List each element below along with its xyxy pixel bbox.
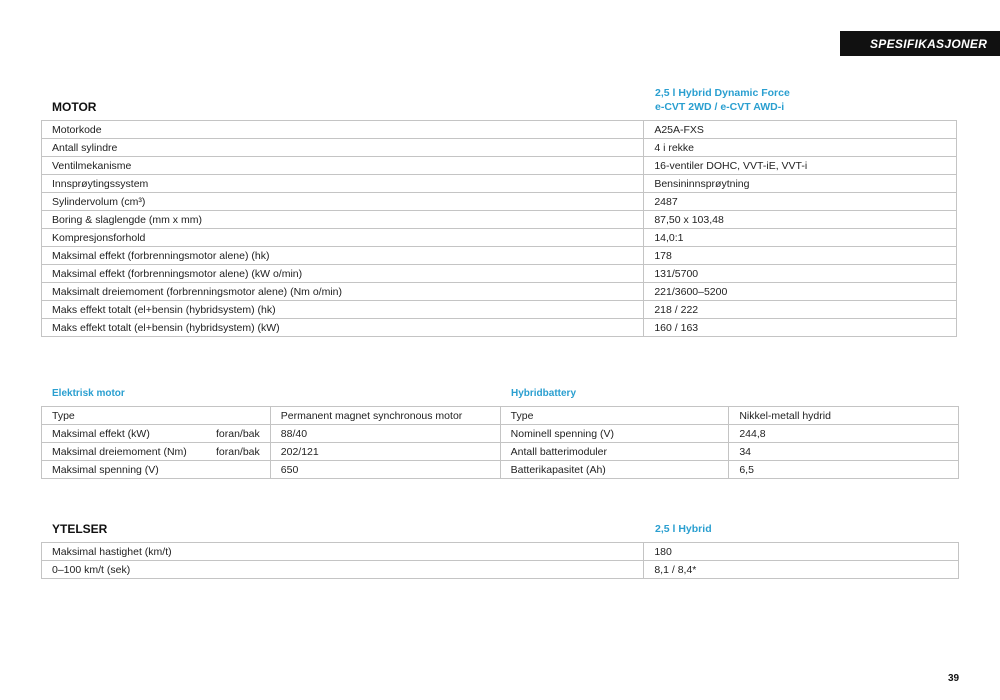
table-row — [42, 425, 959, 443]
electric-motor-value: 650 — [270, 461, 500, 479]
table-row — [42, 157, 957, 175]
battery-value: 244,8 — [729, 425, 959, 443]
table-row — [42, 265, 957, 283]
spec-label: Innsprøytingssystem — [42, 175, 644, 193]
motor-column-heading-line2: e-CVT 2WD / e-CVT AWD-i — [655, 101, 785, 113]
motor-column-heading-line1: 2,5 l Hybrid Dynamic Force — [655, 87, 790, 99]
battery-label: Type — [500, 407, 729, 425]
section-tab-specifications: SPESIFIKASJONER — [840, 31, 1000, 56]
spec-label: Maksimal hastighet (km/t) — [42, 543, 644, 561]
spec-label: Maksimal effekt (forbrenningsmotor alene) (hk) — [42, 247, 644, 265]
battery-value: 34 — [729, 443, 959, 461]
electric-motor-value: 202/121 — [270, 443, 500, 461]
table-row — [42, 175, 957, 193]
battery-value: Nikkel-metall hydrid — [729, 407, 959, 425]
spec-label: Kompresjonsforhold — [42, 229, 644, 247]
motor-spec-table — [41, 120, 957, 337]
electric-motor-label-text: Maksimal dreiemoment (Nm) — [52, 445, 187, 458]
electric-motor-title: Elektrisk motor — [52, 388, 125, 399]
table-row — [42, 461, 959, 479]
spec-label: Ventilmekanisme — [42, 157, 644, 175]
electric-motor-label-text: Maksimal effekt (kW) — [52, 427, 150, 440]
table-row — [42, 407, 959, 425]
table-row — [42, 139, 957, 157]
battery-value: 6,5 — [729, 461, 959, 479]
electric-motor-sub-label: foran/bak — [215, 427, 260, 440]
performance-column-heading: 2,5 l Hybrid — [655, 523, 712, 535]
table-row — [42, 211, 957, 229]
spec-label: 0–100 km/t (sek) — [42, 561, 644, 579]
battery-label: Antall batterimoduler — [500, 443, 729, 461]
electric-motor-label — [42, 443, 271, 461]
motor-column-heading — [655, 86, 790, 114]
battery-label: Batterikapasitet (Ah) — [500, 461, 729, 479]
battery-label: Nominell spenning (V) — [500, 425, 729, 443]
spec-value: A25A-FXS — [644, 121, 957, 139]
spec-label: Maksimal effekt (forbrenningsmotor alene) (kW o/min) — [42, 265, 644, 283]
table-row — [42, 561, 959, 579]
spec-value: 178 — [644, 247, 957, 265]
table-row — [42, 543, 959, 561]
electric-motor-label — [42, 425, 271, 443]
spec-label: Antall sylindre — [42, 139, 644, 157]
spec-value: 14,0:1 — [644, 229, 957, 247]
spec-value: 87,50 x 103,48 — [644, 211, 957, 229]
electric-motor-label-text: Type — [52, 409, 75, 422]
spec-label: Boring & slaglengde (mm x mm) — [42, 211, 644, 229]
hybrid-battery-title: Hybridbattery — [511, 388, 577, 399]
electric-motor-label — [42, 461, 271, 479]
spec-value: Bensininnsprøytning — [644, 175, 957, 193]
spec-label: Sylindervolum (cm³) — [42, 193, 644, 211]
spec-value: 218 / 222 — [644, 301, 957, 319]
spec-value: 4 i rekke — [644, 139, 957, 157]
table-row — [42, 121, 957, 139]
spec-label: Maksimalt dreiemoment (forbrenningsmotor alene) (Nm o/min) — [42, 283, 644, 301]
electric-motor-label — [42, 407, 271, 425]
table-row — [42, 443, 959, 461]
table-row — [42, 247, 957, 265]
spec-value: 221/3600–5200 — [644, 283, 957, 301]
electric-motor-battery-table — [41, 406, 959, 479]
spec-label: Maks effekt totalt (el+bensin (hybridsystem) (kW) — [42, 319, 644, 337]
spec-value: 2487 — [644, 193, 957, 211]
spec-value: 131/5700 — [644, 265, 957, 283]
spec-value: 160 / 163 — [644, 319, 957, 337]
performance-table — [41, 542, 959, 579]
spec-label: Maks effekt totalt (el+bensin (hybridsystem) (hk) — [42, 301, 644, 319]
electric-motor-sub-label: foran/bak — [215, 445, 260, 458]
table-row — [42, 193, 957, 211]
table-row — [42, 283, 957, 301]
electric-motor-value: 88/40 — [270, 425, 500, 443]
table-row — [42, 319, 957, 337]
electric-motor-label-text: Maksimal spenning (V) — [52, 463, 159, 476]
performance-title: YTELSER — [52, 522, 108, 536]
spec-label: Motorkode — [42, 121, 644, 139]
spec-value: 16-ventiler DOHC, VVT-iE, VVT-i — [644, 157, 957, 175]
table-row — [42, 229, 957, 247]
page-number: 39 — [948, 673, 960, 684]
table-row — [42, 301, 957, 319]
spec-value: 8,1 / 8,4* — [644, 561, 959, 579]
spec-value: 180 — [644, 543, 959, 561]
motor-title: MOTOR — [52, 100, 97, 114]
electric-motor-value: Permanent magnet synchronous motor — [270, 407, 500, 425]
